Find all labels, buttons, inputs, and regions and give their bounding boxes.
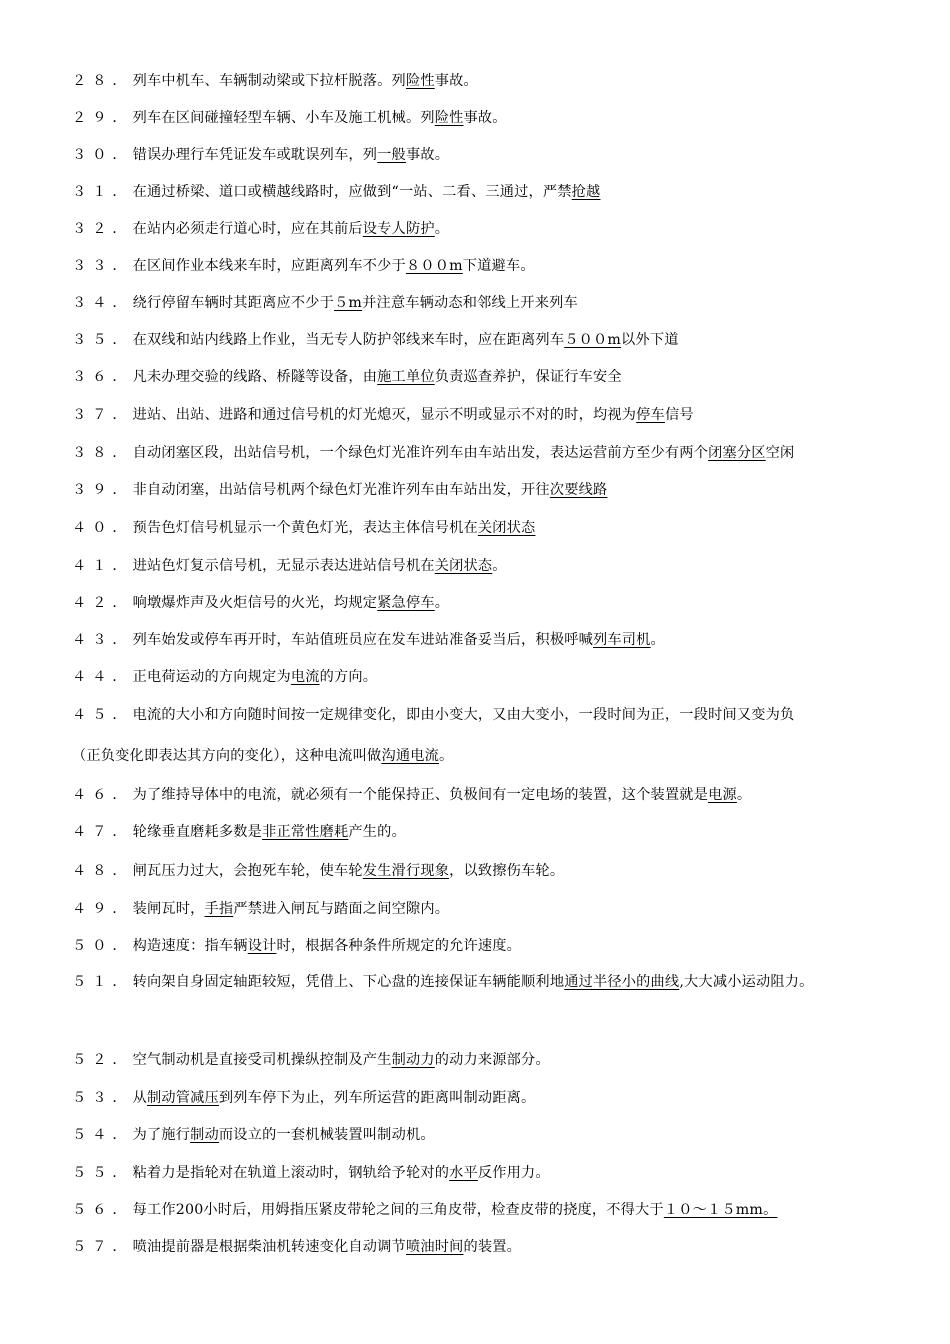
answer-blank: 关闭状态 [477, 520, 536, 536]
line-text: 并注意车辆动态和邻线上开来列车 [362, 295, 578, 311]
answer-blank: 次要线路 [549, 482, 608, 498]
line-text: 。 [736, 787, 752, 803]
answer-blank: 沟通电流 [381, 748, 439, 764]
answer-blank: 制动 [190, 1127, 219, 1143]
line-text: 自动闭塞区段，出站信号机，一个绿色灯光准许列车由车站出发，表达运营前方至少有两个 [132, 445, 709, 461]
document-line [72, 405, 694, 425]
item-number: ５２． [72, 1052, 133, 1068]
answer-blank: 手指 [204, 901, 234, 917]
line-text: （正负变化即表达其方向的变化），这种电流叫做 [72, 748, 382, 764]
line-text: 。 [434, 221, 450, 237]
line-text: 而设立的一套机械装置叫制动机。 [218, 1127, 435, 1143]
document-line [72, 443, 794, 463]
answer-blank: 非正常性磨耗 [262, 824, 349, 840]
line-text: 错误办理行车凭证发车或耽误列车，列 [132, 147, 378, 163]
line-text: 凡未办理交验的线路、桥隧等设备，由 [132, 369, 378, 385]
document-line [72, 1050, 550, 1070]
item-number: ３７． [72, 407, 133, 423]
line-text: 在站内必须走行道心时，应在其前后 [132, 221, 363, 237]
line-text: 装闸瓦时， [132, 901, 205, 917]
document-line [72, 556, 507, 576]
item-number: ４２． [72, 595, 133, 611]
item-number: ３４． [72, 295, 133, 311]
answer-blank: 电源 [708, 787, 737, 803]
document-line [72, 899, 449, 919]
item-number: ４８． [72, 863, 133, 879]
line-text: 为了维持导体中的电流，就必须有一个能保持正、负极间有一定电场的装置，这个装置就是 [132, 787, 709, 803]
document-line [72, 480, 607, 500]
item-number: ３９． [72, 482, 133, 498]
document-line [72, 785, 751, 805]
document-line [72, 667, 377, 687]
line-text: 的方向。 [319, 669, 378, 685]
line-text: 列车始发或停车再开时，车站值班员应在发车进站准备妥当后，积极呼喊 [132, 632, 593, 648]
line-text: 闸瓦压力过大，会抱死车轮，使车轮 [132, 863, 363, 879]
item-number: ４３． [72, 632, 133, 648]
answer-blank: 闭塞分区 [708, 445, 766, 461]
document-line [72, 145, 449, 165]
line-text: 进站色灯复示信号机，无显示表达进站信号机在 [132, 558, 435, 574]
document-line [72, 71, 478, 91]
item-number: ３２． [72, 221, 133, 237]
document-line [72, 367, 622, 387]
answer-blank: 列车司机 [592, 632, 651, 648]
answer-blank: ５m [334, 295, 363, 311]
line-text: 下道避车。 [462, 258, 535, 274]
document-line [72, 1125, 435, 1145]
line-text: 事故。 [434, 73, 478, 89]
line-text: 。 [492, 558, 507, 574]
line-text: 到列车停下为止，列车所运营的距离叫制动距离。 [218, 1090, 536, 1106]
line-text: 电流的大小和方向随时间按一定规律变化，即由小变大，又由大变小，一段时间为正，一段时间又变为负 [132, 707, 795, 723]
answer-blank: 通过半径小的曲线 [564, 974, 680, 990]
line-text: 事故。 [463, 110, 507, 126]
answer-blank: 一般 [377, 147, 406, 163]
answer-blank: 设专人防护 [362, 221, 435, 237]
line-text: 严禁进入闸瓦与踏面之间空隙内。 [233, 901, 450, 917]
answer-blank: 发生滑行现象 [362, 863, 450, 879]
document-line [72, 219, 449, 239]
line-text: 。 [650, 632, 665, 648]
answer-blank: 险性 [405, 73, 435, 89]
document-line [72, 1237, 521, 1257]
answer-blank: ８００m [405, 258, 463, 274]
item-number: ４０． [72, 520, 133, 536]
line-text: 非自动闭塞，出站信号机两个绿色灯光准许列车由车站出发，开往 [132, 482, 550, 498]
line-text: 粘着力是指轮对在轨道上滚动时，钢轨给予轮对的 [132, 1165, 450, 1181]
line-text: 轮缘垂直磨耗多数是 [132, 824, 263, 840]
line-text: 从 [132, 1090, 147, 1106]
item-number: ４４． [72, 669, 133, 685]
line-text: 。 [439, 748, 454, 764]
document-line [72, 1163, 550, 1183]
document-line [72, 182, 600, 202]
item-number: ３５． [72, 332, 133, 348]
line-text: ，以致擦伤车轮。 [449, 863, 565, 879]
item-number: ３０． [72, 147, 133, 163]
answer-blank: ５００m [564, 332, 622, 348]
line-text: 以外下道 [621, 332, 679, 348]
document-line [72, 293, 578, 313]
answer-blank: 紧急停车 [377, 595, 435, 611]
item-number: ３３． [72, 258, 133, 274]
line-text: 转向架自身固定轴距较短，凭借上、下心盘的连接保证车辆能顺利地 [132, 974, 565, 990]
answer-blank: 险性 [434, 110, 464, 126]
item-number: ５７． [72, 1239, 133, 1255]
line-text: 信号 [664, 407, 694, 423]
answer-blank: 制动管减压 [146, 1090, 219, 1106]
item-number: ５６． [72, 1202, 133, 1218]
line-text: 响墩爆炸声及火炬信号的火光，均规定 [132, 595, 378, 611]
item-number: ５５． [72, 1165, 133, 1181]
item-number: ３６． [72, 369, 133, 385]
document-line [72, 705, 794, 725]
item-number: ４６． [72, 787, 133, 803]
item-number: ４７． [72, 824, 133, 840]
line-text: 空闲 [765, 445, 795, 461]
line-text: 。 [434, 595, 450, 611]
item-number: ５３． [72, 1090, 133, 1106]
item-number: ４９． [72, 901, 133, 917]
line-text: 列车在区间碰撞轻型车辆、小车及施工机械。列 [132, 110, 435, 126]
line-text: 为了施行 [132, 1127, 191, 1143]
line-text: 在区间作业本线来车时，应距离列车不少于 [132, 258, 406, 274]
line-text: 空气制动机是直接受司机操纵控制及产生 [132, 1052, 392, 1068]
line-text: 事故。 [405, 147, 450, 163]
document-line [72, 1200, 777, 1220]
document-line [72, 330, 679, 350]
item-number: ５４． [72, 1127, 133, 1143]
line-text: 产生的。 [348, 824, 406, 840]
line-text: 每工作200小时后，用姆指压紧皮带轮之间的三角皮带，检查皮带的挠度，不得大于 [132, 1202, 664, 1218]
answer-blank: 施工单位 [377, 369, 435, 385]
item-number: ３８． [72, 445, 133, 461]
item-number: ２８． [72, 73, 133, 89]
document-line [72, 108, 507, 128]
line-text: 负责巡查养护，保证行车安全 [434, 369, 622, 385]
document-line [72, 746, 453, 766]
line-text: 预告色灯信号机显示一个黄色灯光，表达主体信号机在 [132, 520, 478, 536]
document-line [72, 256, 535, 276]
answer-blank: 关闭状态 [434, 558, 493, 574]
item-number: ４１． [72, 558, 133, 574]
line-text: 构造速度：指车辆 [132, 938, 248, 954]
answer-blank: 停车 [636, 407, 665, 423]
document-line [72, 630, 665, 650]
line-text: 喷油提前器是根据柴油机转速变化自动调节 [132, 1239, 406, 1255]
line-text: 在双线和站内线路上作业，当无专人防护邻线来车时，应在距离列车 [132, 332, 565, 348]
answer-blank: 设计 [247, 938, 277, 954]
document-line [72, 1088, 535, 1108]
line-text: 列车中机车、车辆制动梁或下拉杆脱落。列 [132, 73, 406, 89]
answer-blank: 水平 [449, 1165, 478, 1181]
answer-blank: 喷油时间 [405, 1239, 464, 1255]
line-text: 的动力来源部分。 [434, 1052, 550, 1068]
document-line [72, 861, 564, 881]
answer-blank: 电流 [290, 669, 320, 685]
line-text: 时，根据各种条件所规定的允许速度。 [276, 938, 522, 954]
item-number: ４５． [72, 707, 133, 723]
line-text: 绕行停留车辆时其距离应不少于 [132, 295, 335, 311]
item-number: ２９． [72, 110, 133, 126]
document-line [72, 593, 449, 613]
document-line [72, 518, 535, 538]
line-text: 正电荷运动的方向规定为 [132, 669, 291, 685]
document-line [72, 972, 814, 992]
item-number: ５１． [72, 974, 133, 990]
document-line [72, 822, 406, 842]
document-line [72, 936, 521, 956]
answer-blank: 抢越 [571, 184, 601, 200]
line-text: 的装置。 [463, 1239, 522, 1255]
answer-blank: 制动力 [391, 1052, 435, 1068]
item-number: ３１． [72, 184, 133, 200]
item-number: ５０． [72, 938, 133, 954]
answer-blank: １０～１５mm。 [663, 1202, 778, 1218]
line-text: ,大大减小运动阻力。 [679, 974, 814, 990]
line-text: 在通过桥梁、道口或横越线路时，应做到“一站、二看、三通过，严禁 [132, 184, 572, 200]
line-text: 反作用力。 [477, 1165, 550, 1181]
line-text: 进站、出站、进路和通过信号机的灯光熄灭，显示不明或显示不对的时，均视为 [132, 407, 637, 423]
